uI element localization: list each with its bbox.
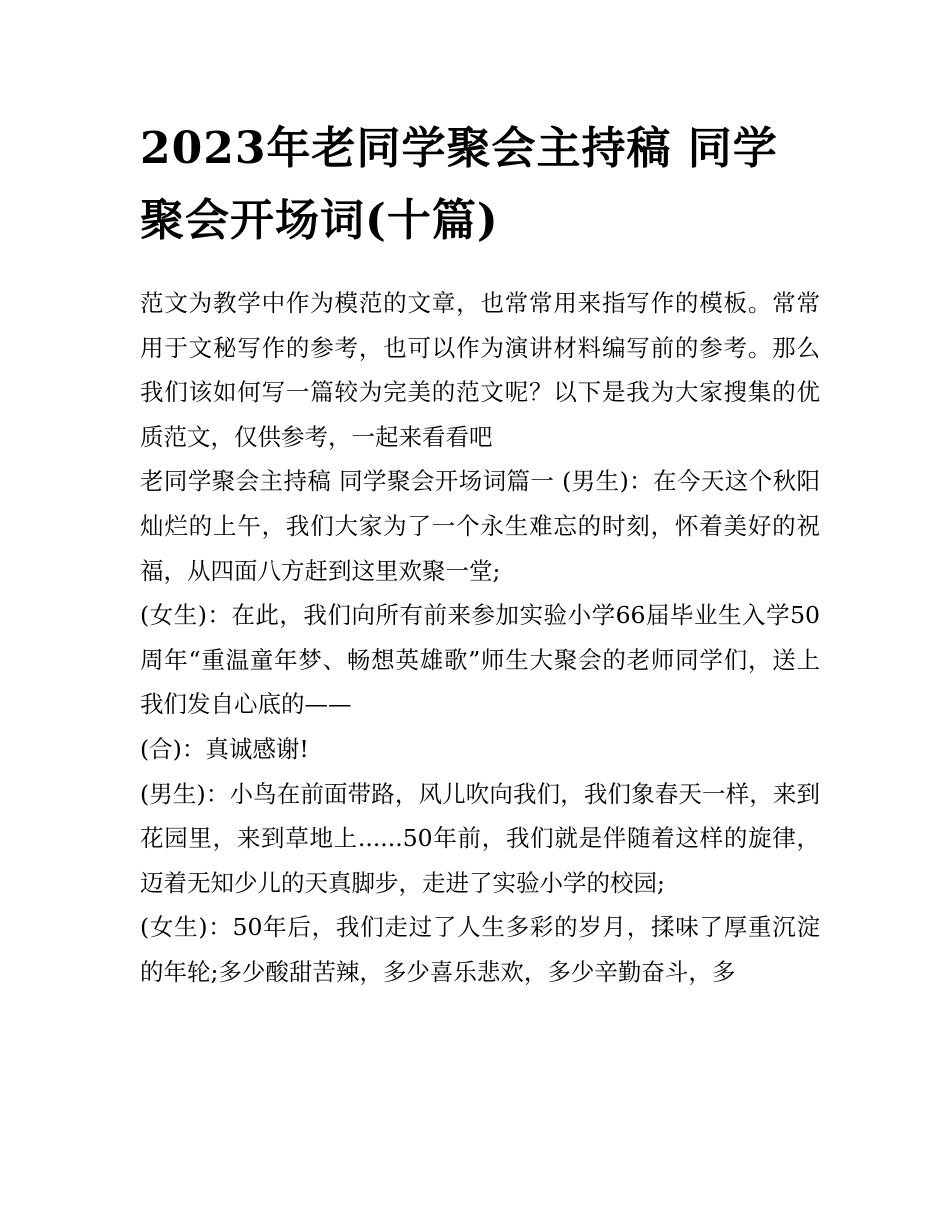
body-paragraph: (男生)：小鸟在前面带路，风儿吹向我们，我们象春天一样，来到花园里，来到草地上......50年前，我们就是伴随着这样的旋律，迈着无知少儿的天真脚步，走进了实验小学的校园; — [140, 779, 820, 897]
intro-paragraph: 范文为教学中作为模范的文章，也常常用来指写作的模板。常常用于文秘写作的参考，也可以作为演讲材料编写前的参考。那么我们该如何写一篇较为完美的范文呢？以下是我为大家搜集的优质范文，仅供参考，一起来看看吧 — [140, 289, 820, 451]
body-paragraph: (女生)：在此，我们向所有前来参加实验小学66届毕业生入学50周年“重温童年梦、畅想英雄歌”师生大聚会的老师同学们，送上我们发自心底的—— — [140, 601, 820, 719]
body-paragraph: (女生)：50年后，我们走过了人生多彩的岁月，揉味了厚重沉淀的年轮;多少酸甜苦辣，多少喜乐悲欢，多少辛勤奋斗，多 — [140, 913, 820, 986]
body-paragraph: (合)：真诚感谢! — [140, 734, 309, 763]
document-title: 2023年老同学聚会主持稿 同学聚会开场词(十篇) — [140, 123, 778, 246]
document-body — [140, 281, 820, 995]
body-paragraph: 老同学聚会主持稿 同学聚会开场词篇一 (男生)：在今天这个秋阳灿烂的上午，我们大家为了一个永生难忘的时刻，怀着美好的祝福，从四面八方赶到这里欢聚一堂; — [140, 467, 820, 585]
